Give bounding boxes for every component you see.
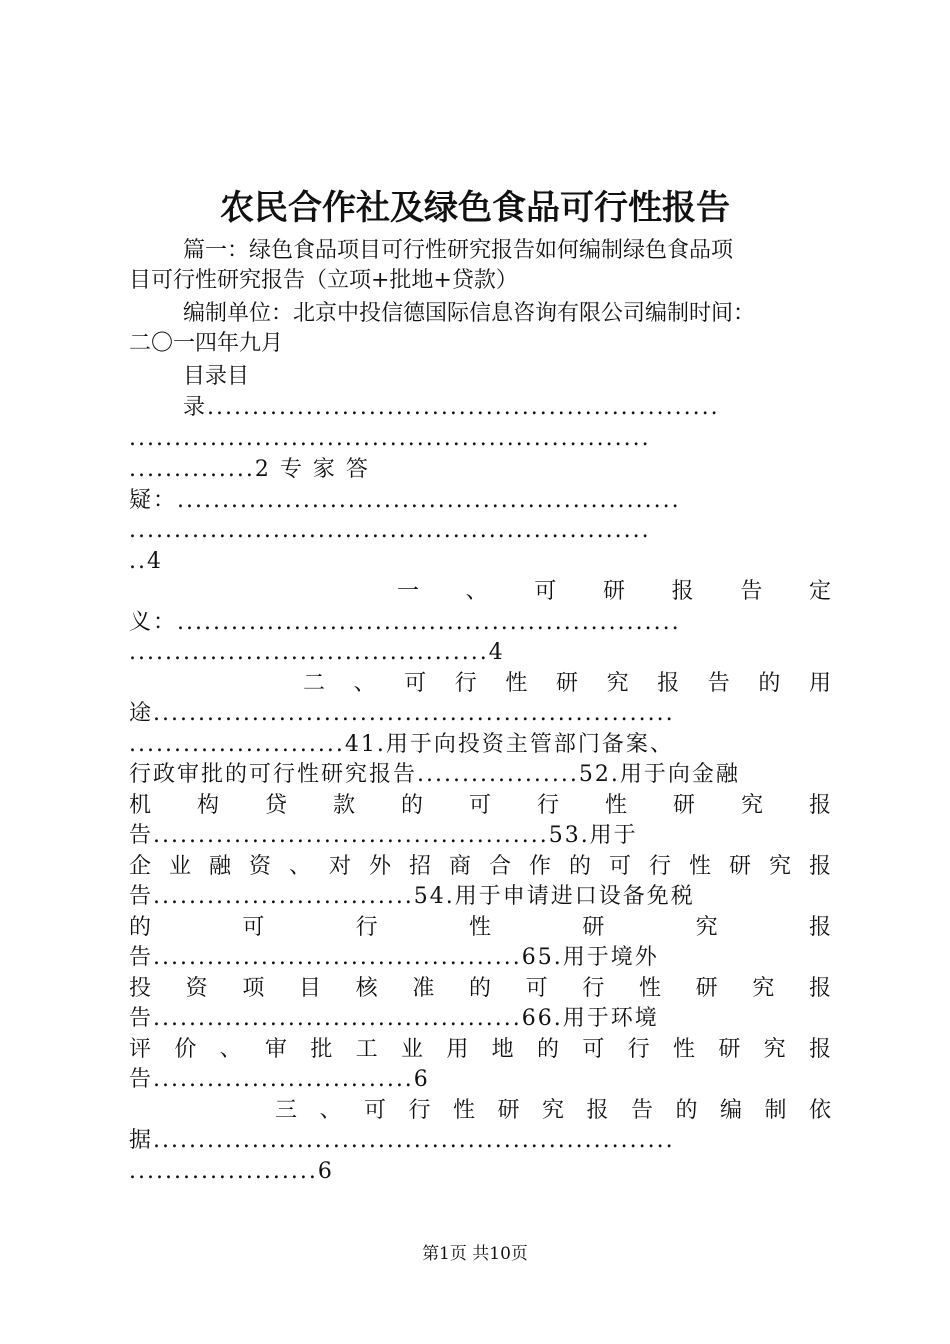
toc-line: 的 可 行 性 研 究 报 xyxy=(129,915,831,940)
toc-heading: 目录目 xyxy=(183,364,250,389)
toc-line: 投 资 项 目 核 准 的 可 行 性 研 究 报 xyxy=(129,976,831,1001)
toc-line: ..4 xyxy=(129,549,163,574)
toc-line: 据.......................................................... xyxy=(129,1128,675,1153)
toc-line: ..............2 专 家 答 xyxy=(129,457,370,482)
body-line: 编制单位：北京中投信德国际信息咨询有限公司编制时间： xyxy=(183,301,756,326)
toc-line: 行政审批的可行性研究报告..................52.用于向金融 xyxy=(129,762,740,787)
toc-line: .....................6 xyxy=(129,1159,334,1184)
toc-line: 录......................................................... xyxy=(183,395,720,420)
toc-line: 企业融资、对外招商合作的可行性研究报 xyxy=(129,854,831,879)
toc-line: ........................41.用于向投资主管部门备案、 xyxy=(129,732,674,757)
toc-line: 三 、 可 行 性 研 究 报 告 的 编 制 依 xyxy=(275,1098,831,1123)
body-line: 篇一：绿色食品项目可行性研究报告如何编制绿色食品项 xyxy=(183,238,734,263)
toc-line: 告.........................................66.用于环境 xyxy=(129,1006,659,1031)
toc-line: 告.........................................65.用于境外 xyxy=(129,945,659,970)
toc-line: 告.............................6 xyxy=(129,1067,430,1092)
toc-line: .......................................................... xyxy=(129,426,651,451)
toc-line: .......................................................... xyxy=(129,518,651,543)
toc-line: 二 、 可 行 性 研 究 报 告 的 用 xyxy=(303,671,831,696)
body-line: 目可行性研究报告（立项+批地+贷款） xyxy=(129,268,518,293)
toc-line: 评 价 、 审 批 工 业 用 地 的 可 行 性 研 究 报 xyxy=(129,1037,831,1062)
body-line: 二〇一四年九月 xyxy=(129,331,284,356)
toc-line: 机 构 贷 款 的 可 行 性 研 究 报 xyxy=(129,793,831,818)
toc-line: 疑：........................................................ xyxy=(129,488,681,513)
toc-line: 一 、 可 研 报 告 定 xyxy=(397,579,831,604)
page-footer: 第1页 共10页 xyxy=(422,1244,528,1264)
toc-line: 告.............................54.用于申请进口设备免税 xyxy=(129,884,695,909)
toc-line: 途.......................................................... xyxy=(129,701,675,726)
toc-line: 义：........................................................ xyxy=(129,610,681,635)
document-title: 农民合作社及绿色食品可行性报告 xyxy=(220,188,730,228)
toc-line: ........................................4 xyxy=(129,640,505,665)
toc-line: 告............................................53.用于 xyxy=(129,823,638,848)
